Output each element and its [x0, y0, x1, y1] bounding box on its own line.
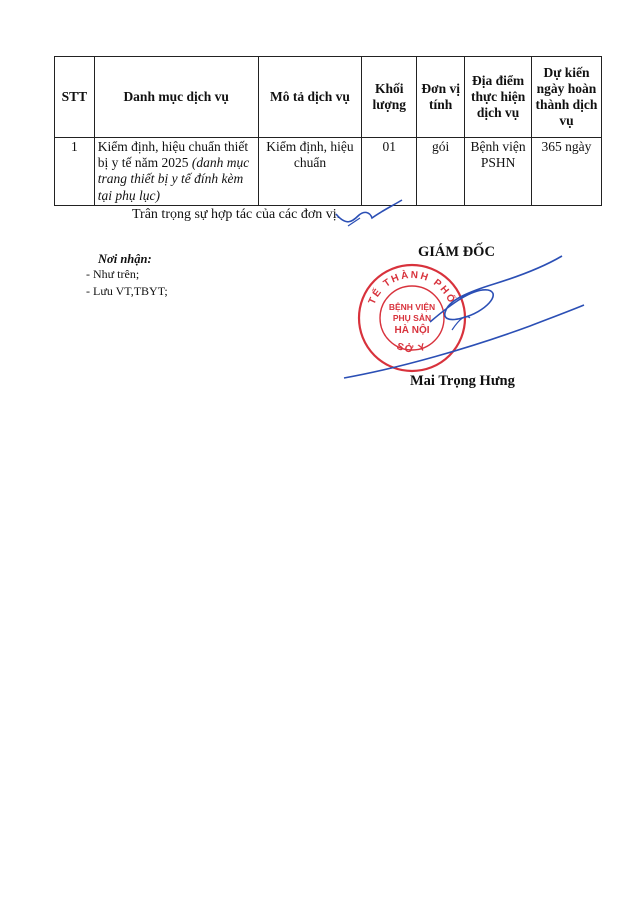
svg-text:TẾ THÀNH PHỐ	[367, 268, 460, 306]
director-title: GIÁM ĐỐC	[418, 244, 495, 260]
header-location: Địa điểm thực hiện dịch vụ	[465, 57, 532, 138]
recipients-title: Nơi nhận:	[98, 252, 152, 266]
svg-text:SỞ Y	[395, 341, 429, 355]
header-unit: Đơn vị tính	[417, 57, 465, 138]
recipient-item: - Như trên;	[86, 267, 140, 281]
header-quantity: Khối lượng	[362, 57, 417, 138]
cell-completion: 365 ngày	[531, 138, 601, 206]
cell-unit: gói	[417, 138, 465, 206]
seal-top-text: TẾ THÀNH PHỐ	[366, 269, 458, 307]
recipient-item: - Lưu VT,TBYT;	[86, 284, 168, 299]
seal-line-3: HÀ NỘI	[394, 325, 430, 336]
seal-line-2: PHỤ SẢN	[392, 313, 432, 323]
table-header-row	[55, 57, 602, 138]
seal-line-1: BỆNH VIỆN	[388, 302, 436, 312]
cell-service	[94, 138, 258, 206]
header-stt: STT	[55, 57, 95, 138]
table-row	[55, 138, 602, 206]
cell-stt: 1	[55, 138, 95, 206]
header-completion: Dự kiến ngày hoàn thành dịch vụ	[531, 57, 601, 138]
cell-description: Kiểm định, hiệu chuẩn	[258, 138, 362, 206]
cell-quantity: 01	[362, 138, 417, 206]
seal-bottom-text: SỞ Y	[395, 341, 429, 356]
service-text: Kiểm định, hiệu chuẩn thiết bị y tế năm 2025	[97, 139, 249, 171]
header-service: Danh mục dịch vụ	[94, 57, 258, 138]
hospital-seal-icon	[356, 262, 468, 374]
header-description: Mô tả dịch vụ	[258, 57, 362, 138]
cell-location: Bệnh viện PSHN	[465, 138, 532, 206]
closing-text: Trân trọng sự hợp tác của các đơn vị.	[132, 207, 341, 222]
service-note: (danh mục trang thiết bị y tế đính kèm tại phụ lục)	[97, 155, 250, 203]
director-name: Mai Trọng Hưng	[410, 373, 515, 389]
service-table	[54, 56, 602, 206]
recipients-list	[86, 266, 168, 301]
